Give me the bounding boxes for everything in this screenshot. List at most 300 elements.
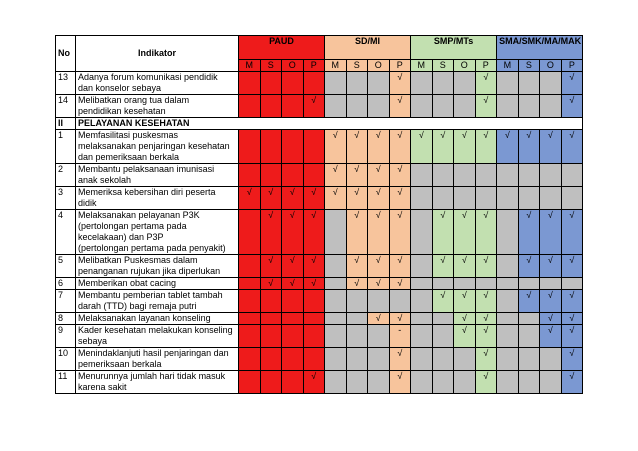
subcolumn-header: O [282, 60, 304, 72]
header-row-groups [56, 36, 583, 60]
indicator-line: (pertolongan pertama pada [78, 221, 187, 231]
level-cell [303, 164, 325, 187]
level-cell: √ [432, 255, 454, 278]
level-cell [346, 371, 368, 394]
indicator-line: Kader kesehatan melakukan konseling [78, 325, 233, 335]
level-cell [518, 95, 540, 118]
level-cell: √ [368, 313, 390, 325]
level-cell: √ [303, 187, 325, 210]
level-cell [303, 313, 325, 325]
level-cell [368, 95, 390, 118]
level-cell: √ [389, 164, 411, 187]
group-header-sdmi: SD/MI [325, 36, 411, 60]
level-cell: √ [346, 255, 368, 278]
level-cell: √ [561, 371, 583, 394]
indicator-text [76, 348, 239, 371]
indicator-text [76, 255, 239, 278]
level-cell: √ [389, 130, 411, 164]
level-cell [540, 371, 562, 394]
level-cell: √ [389, 187, 411, 210]
level-cell: √ [239, 187, 261, 210]
indicator-line: Melibatkan Puskesmas dalam [78, 255, 198, 265]
level-cell: √ [303, 210, 325, 255]
row-number: 5 [56, 255, 76, 278]
level-cell: √ [561, 325, 583, 348]
col-header-no: No [56, 36, 76, 72]
level-cell [260, 325, 282, 348]
level-cell [325, 290, 347, 313]
level-cell [454, 187, 476, 210]
level-cell [325, 72, 347, 95]
level-cell [432, 72, 454, 95]
level-cell [368, 348, 390, 371]
level-cell [346, 290, 368, 313]
level-cell: √ [432, 130, 454, 164]
level-cell: √ [540, 210, 562, 255]
level-cell [475, 187, 497, 210]
level-cell [303, 130, 325, 164]
subcolumn-header: O [540, 60, 562, 72]
level-cell [411, 164, 433, 187]
level-cell [239, 210, 261, 255]
level-cell [260, 164, 282, 187]
level-cell [432, 348, 454, 371]
level-cell [260, 95, 282, 118]
level-cell [518, 72, 540, 95]
indicator-text [76, 95, 239, 118]
level-cell: √ [561, 95, 583, 118]
level-cell [282, 348, 304, 371]
level-cell: √ [346, 278, 368, 290]
level-cell [411, 278, 433, 290]
level-cell: √ [561, 290, 583, 313]
level-cell [411, 95, 433, 118]
level-cell [260, 290, 282, 313]
subcolumn-header: S [518, 60, 540, 72]
level-cell [432, 325, 454, 348]
level-cell [260, 348, 282, 371]
level-cell [239, 348, 261, 371]
level-cell: √ [475, 290, 497, 313]
level-cell: √ [389, 313, 411, 325]
table-row [56, 278, 583, 290]
indicator-line: melaksanakan penjaringan kesehatan [78, 141, 230, 151]
level-cell [518, 348, 540, 371]
table-row [56, 371, 583, 394]
level-cell [325, 278, 347, 290]
level-cell: √ [518, 290, 540, 313]
level-cell [303, 325, 325, 348]
level-cell: √ [518, 130, 540, 164]
level-cell: √ [475, 72, 497, 95]
table-row [56, 130, 583, 164]
level-cell [454, 371, 476, 394]
level-cell: √ [260, 255, 282, 278]
level-cell: √ [389, 210, 411, 255]
level-cell [346, 325, 368, 348]
table-row [56, 95, 583, 118]
table-row [56, 348, 583, 371]
level-cell [475, 164, 497, 187]
indicator-line: Menindaklanjuti hasil penjaringan dan [78, 348, 229, 358]
level-cell [497, 95, 519, 118]
section-row [56, 118, 583, 130]
indicator-line: Memfasilitasi puskesmas [78, 130, 179, 140]
level-cell: √ [260, 187, 282, 210]
table-row [56, 290, 583, 313]
level-cell: √ [389, 95, 411, 118]
level-cell [325, 313, 347, 325]
table-row [56, 164, 583, 187]
level-cell [411, 255, 433, 278]
level-cell [325, 371, 347, 394]
level-cell: √ [540, 313, 562, 325]
table-row [56, 325, 583, 348]
indicator-text [76, 210, 239, 255]
indicator-line: darah (TTD) bagi remaja putri [78, 301, 197, 311]
level-cell: √ [368, 164, 390, 187]
row-number: 1 [56, 130, 76, 164]
level-cell [518, 187, 540, 210]
level-cell [303, 348, 325, 371]
indicator-line: Melaksanakan pelayanan P3K [78, 210, 200, 220]
subcolumn-header: P [303, 60, 325, 72]
level-cell [497, 187, 519, 210]
indicator-text [76, 325, 239, 348]
level-cell [540, 348, 562, 371]
level-cell [540, 278, 562, 290]
level-cell [497, 278, 519, 290]
subcolumn-header: M [239, 60, 261, 72]
indicator-line: dan pemeriksaan berkala [78, 152, 180, 162]
level-cell [346, 72, 368, 95]
indicator-line: anak sekolah [78, 175, 132, 185]
level-cell [561, 187, 583, 210]
indicator-table [55, 35, 583, 394]
row-number: 3 [56, 187, 76, 210]
group-header-sma: SMA/SMK/MA/MAK [497, 36, 583, 60]
level-cell: √ [475, 130, 497, 164]
level-cell [497, 255, 519, 278]
section-number: II [56, 118, 76, 130]
level-cell [497, 72, 519, 95]
level-cell [260, 313, 282, 325]
level-cell [497, 325, 519, 348]
level-cell: √ [368, 278, 390, 290]
level-cell [411, 72, 433, 95]
indicator-line: pemeriksaan berkala [78, 359, 162, 369]
level-cell: √ [561, 130, 583, 164]
level-cell [282, 313, 304, 325]
level-cell: √ [368, 187, 390, 210]
level-cell [454, 72, 476, 95]
level-cell: √ [260, 210, 282, 255]
level-cell [411, 187, 433, 210]
level-cell [454, 164, 476, 187]
indicator-text [76, 371, 239, 394]
level-cell: √ [540, 290, 562, 313]
level-cell [540, 187, 562, 210]
level-cell [325, 255, 347, 278]
level-cell [368, 325, 390, 348]
row-number: 14 [56, 95, 76, 118]
level-cell [411, 290, 433, 313]
indicator-line: Memberikan obat cacing [78, 278, 177, 288]
level-cell: √ [475, 95, 497, 118]
level-cell: √ [518, 210, 540, 255]
level-cell: √ [389, 278, 411, 290]
level-cell: √ [282, 187, 304, 210]
indicator-line: penanganan rujukan jika diperlukan [78, 266, 221, 276]
level-cell [411, 210, 433, 255]
table-row [56, 255, 583, 278]
level-cell [411, 313, 433, 325]
table-row [56, 72, 583, 95]
subcolumn-header: O [454, 60, 476, 72]
level-cell: √ [454, 313, 476, 325]
indicator-text [76, 313, 239, 325]
level-cell: √ [561, 348, 583, 371]
level-cell [432, 278, 454, 290]
level-cell: √ [518, 255, 540, 278]
row-number: 11 [56, 371, 76, 394]
row-number: 2 [56, 164, 76, 187]
level-cell: √ [368, 130, 390, 164]
indicator-line: Membantu pemberian tablet tambah [78, 290, 223, 300]
level-cell [368, 290, 390, 313]
row-number: 6 [56, 278, 76, 290]
level-cell: √ [454, 255, 476, 278]
indicator-line: sebaya [78, 336, 108, 346]
row-number: 4 [56, 210, 76, 255]
group-header-paud: PAUD [239, 36, 325, 60]
level-cell [497, 348, 519, 371]
row-number: 7 [56, 290, 76, 313]
level-cell [411, 371, 433, 394]
level-cell: √ [540, 130, 562, 164]
indicator-text [76, 187, 239, 210]
indicator-line: Membantu pelaksanaan imunisasi [78, 164, 215, 174]
level-cell: √ [561, 210, 583, 255]
indicator-line: Melibatkan orang tua dalam [78, 95, 190, 105]
section-title: PELAYANAN KESEHATAN [76, 118, 583, 130]
level-cell: √ [282, 278, 304, 290]
level-cell [260, 371, 282, 394]
level-cell: √ [561, 313, 583, 325]
level-cell [282, 72, 304, 95]
level-cell [518, 313, 540, 325]
level-cell [346, 95, 368, 118]
level-cell [346, 313, 368, 325]
level-cell: √ [325, 130, 347, 164]
level-cell: √ [561, 255, 583, 278]
level-cell: √ [346, 187, 368, 210]
level-cell: √ [454, 325, 476, 348]
level-cell [303, 290, 325, 313]
level-cell [325, 210, 347, 255]
level-cell: √ [497, 130, 519, 164]
level-cell: √ [368, 210, 390, 255]
indicator-line: (pertolongan pertama pada penyakit) [78, 243, 226, 253]
level-cell: √ [325, 164, 347, 187]
level-cell [540, 95, 562, 118]
level-cell [239, 95, 261, 118]
level-cell [239, 290, 261, 313]
level-cell [239, 325, 261, 348]
subcolumn-header: S [260, 60, 282, 72]
row-number: 8 [56, 313, 76, 325]
level-cell [561, 164, 583, 187]
level-cell [518, 278, 540, 290]
level-cell: √ [260, 278, 282, 290]
level-cell [282, 164, 304, 187]
indicator-line: Memeriksa kebersihan diri peserta [78, 187, 216, 197]
level-cell [497, 210, 519, 255]
level-cell [325, 95, 347, 118]
indicator-line: Menurunnya jumlah hari tidak masuk [78, 371, 226, 381]
indicator-text [76, 290, 239, 313]
level-cell: √ [475, 313, 497, 325]
level-cell: √ [411, 130, 433, 164]
level-cell: √ [540, 255, 562, 278]
level-cell [518, 371, 540, 394]
indicator-text [76, 164, 239, 187]
level-cell: √ [561, 72, 583, 95]
level-cell [239, 313, 261, 325]
level-cell: √ [325, 187, 347, 210]
level-cell: √ [346, 164, 368, 187]
level-cell: √ [432, 290, 454, 313]
level-cell [368, 371, 390, 394]
level-cell [325, 325, 347, 348]
level-cell [239, 255, 261, 278]
table-row [56, 210, 583, 255]
level-cell [282, 130, 304, 164]
level-cell: √ [389, 255, 411, 278]
level-cell [411, 325, 433, 348]
level-cell [497, 290, 519, 313]
level-cell: √ [475, 325, 497, 348]
level-cell [239, 130, 261, 164]
subcolumn-header: M [411, 60, 433, 72]
level-cell: √ [368, 255, 390, 278]
level-cell [411, 348, 433, 371]
row-number: 10 [56, 348, 76, 371]
indicator-line: didik [78, 198, 97, 208]
subcolumn-header: P [475, 60, 497, 72]
level-cell: - [389, 325, 411, 348]
level-cell: √ [454, 130, 476, 164]
subcolumn-header: O [368, 60, 390, 72]
level-cell [282, 290, 304, 313]
level-cell [454, 278, 476, 290]
level-cell [561, 278, 583, 290]
level-cell [518, 164, 540, 187]
level-cell: √ [282, 210, 304, 255]
indicator-text [76, 72, 239, 95]
level-cell: √ [432, 210, 454, 255]
level-cell: √ [389, 72, 411, 95]
level-cell [260, 130, 282, 164]
level-cell: √ [540, 325, 562, 348]
indicator-line: karena sakit [78, 382, 127, 392]
level-cell: √ [303, 371, 325, 394]
level-cell [540, 72, 562, 95]
level-cell: √ [346, 210, 368, 255]
indicator-line: dan konselor sebaya [78, 83, 162, 93]
level-cell [432, 164, 454, 187]
level-cell [497, 164, 519, 187]
row-number: 9 [56, 325, 76, 348]
table-row [56, 187, 583, 210]
level-cell [282, 95, 304, 118]
indicator-line: kecelakaan) dan P3P [78, 232, 164, 242]
subcolumn-header: S [432, 60, 454, 72]
indicator-line: pendidikan kesehatan [78, 106, 166, 116]
level-cell: √ [475, 371, 497, 394]
level-cell [540, 164, 562, 187]
level-cell [239, 278, 261, 290]
level-cell [260, 72, 282, 95]
subcolumn-header: P [561, 60, 583, 72]
indicator-text [76, 278, 239, 290]
indicator-text [76, 130, 239, 164]
level-cell [475, 278, 497, 290]
subcolumn-header: M [325, 60, 347, 72]
level-cell [239, 164, 261, 187]
level-cell [497, 371, 519, 394]
level-cell: √ [303, 278, 325, 290]
indicator-line: Adanya forum komunikasi pendidik [78, 72, 218, 82]
level-cell [282, 371, 304, 394]
level-cell [432, 313, 454, 325]
document-page [55, 35, 583, 394]
table-row [56, 313, 583, 325]
level-cell: √ [389, 371, 411, 394]
level-cell [454, 348, 476, 371]
level-cell [432, 187, 454, 210]
level-cell [325, 348, 347, 371]
level-cell [454, 95, 476, 118]
row-number: 13 [56, 72, 76, 95]
level-cell: √ [475, 348, 497, 371]
level-cell: √ [475, 210, 497, 255]
level-cell [282, 325, 304, 348]
subcolumn-header: S [346, 60, 368, 72]
level-cell [239, 371, 261, 394]
level-cell [432, 95, 454, 118]
level-cell [432, 371, 454, 394]
level-cell: √ [475, 255, 497, 278]
level-cell: √ [303, 95, 325, 118]
subcolumn-header: P [389, 60, 411, 72]
indicator-line: Melaksanakan layanan konseling [78, 313, 211, 323]
group-header-smpmts: SMP/MTs [411, 36, 497, 60]
level-cell [518, 325, 540, 348]
level-cell: √ [454, 210, 476, 255]
level-cell [389, 290, 411, 313]
level-cell: √ [389, 348, 411, 371]
col-header-indikator: Indikator [76, 36, 239, 72]
level-cell [368, 72, 390, 95]
level-cell: √ [454, 290, 476, 313]
level-cell: √ [346, 130, 368, 164]
level-cell [303, 72, 325, 95]
level-cell: √ [303, 255, 325, 278]
level-cell [497, 313, 519, 325]
level-cell: √ [282, 255, 304, 278]
level-cell [346, 348, 368, 371]
